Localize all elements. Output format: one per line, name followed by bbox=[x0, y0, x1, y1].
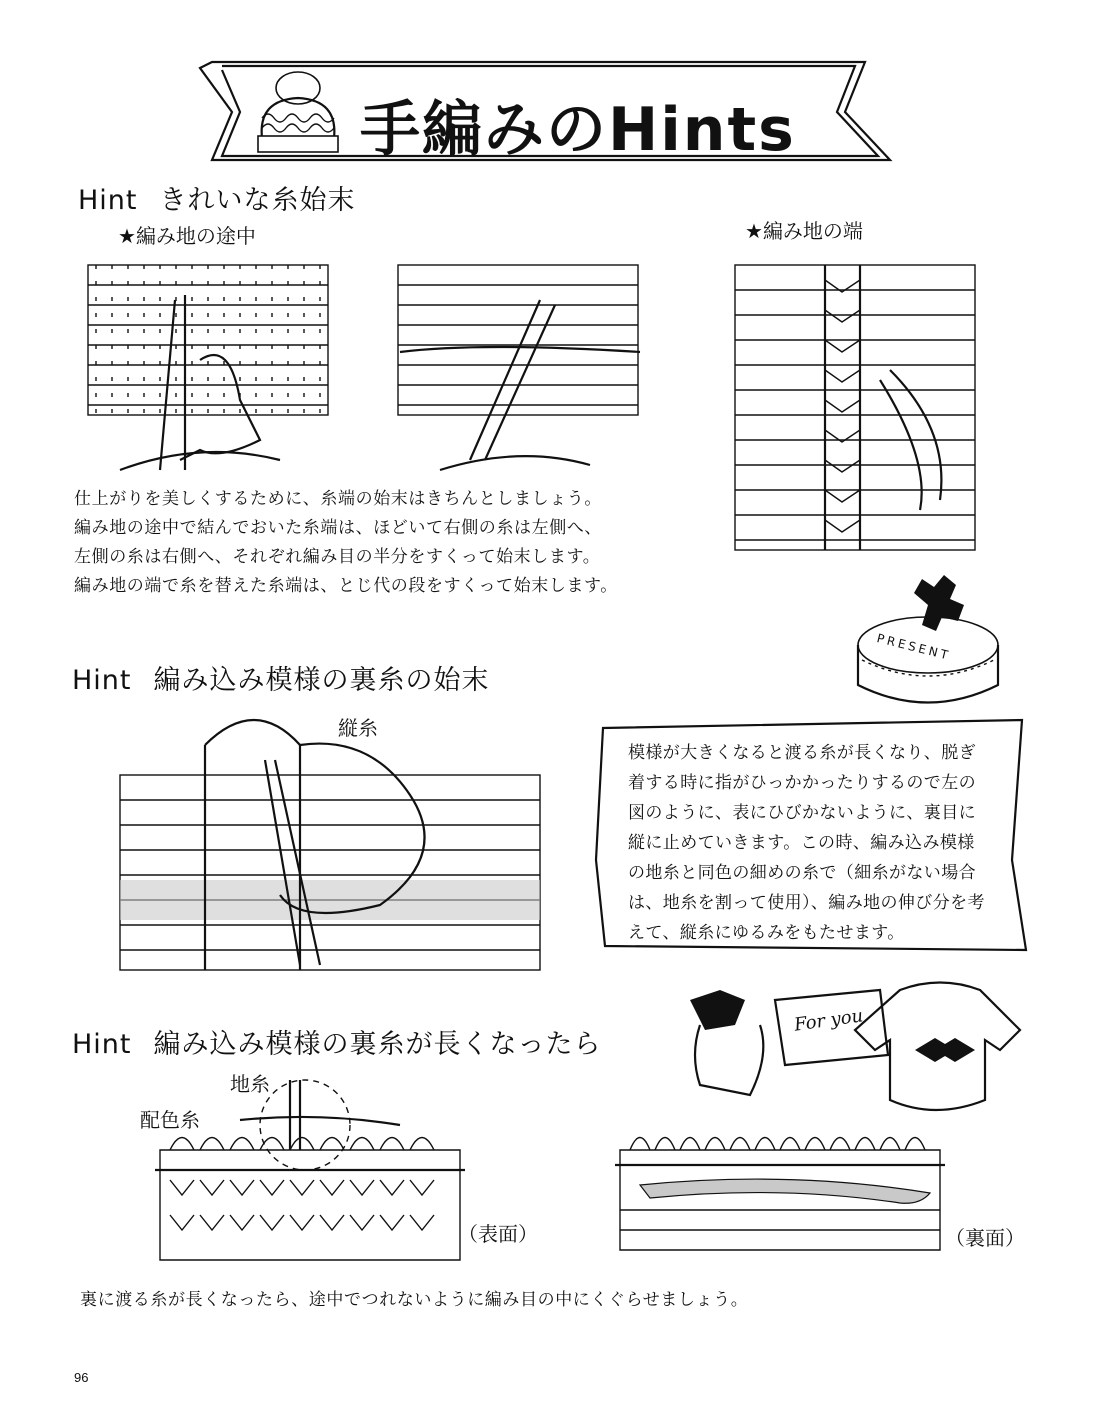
swatch-middle-2 bbox=[398, 265, 640, 470]
hint1-line: 仕上がりを美しくするために、糸端の始末はきちんとしましょう。 bbox=[74, 489, 602, 509]
page-title: 手編みのHints bbox=[360, 95, 796, 165]
front-knit-diagram bbox=[155, 1080, 465, 1260]
page-number: 96 bbox=[74, 1370, 89, 1385]
hint3-heading bbox=[72, 1022, 602, 1061]
decor-sweater bbox=[855, 983, 1020, 1111]
hint1-sub-right-label: 編み地の端 bbox=[762, 219, 863, 243]
hint1-line: 編み地の途中で結んでおいた糸端は、ほどいて右側の糸は左側へ、 bbox=[74, 518, 602, 538]
hint1-sub-left-label: 編み地の途中 bbox=[135, 224, 256, 248]
hint1-heading bbox=[78, 178, 356, 217]
hint3-label: Hint bbox=[72, 1029, 132, 1060]
box-line: 縦に止めていきます。この時、編み込み模様 bbox=[628, 833, 975, 853]
back-knit-diagram bbox=[615, 1138, 945, 1251]
color-yarn-label: 配色糸 bbox=[140, 1108, 200, 1132]
hint1-body bbox=[74, 485, 714, 601]
hint1-sub-left bbox=[118, 220, 256, 249]
decor-cat bbox=[690, 990, 763, 1095]
box-line: えて、縦糸にゆるみをもたせます。 bbox=[628, 923, 905, 943]
hint3-title: 編み込み模様の裏糸が長くなったら bbox=[153, 1029, 602, 1060]
front-label: （表面） bbox=[458, 1222, 538, 1246]
present-label: PRESENT bbox=[875, 631, 953, 663]
box-line: の地糸と同色の細めの糸で（細糸がない場合 bbox=[628, 863, 976, 883]
hint1-title: きれいな糸始末 bbox=[159, 185, 356, 216]
ground-yarn-label: 地糸 bbox=[230, 1072, 270, 1096]
hint3-body: 裏に渡る糸が長くなったら、途中でつれないように編み目の中にくぐらせましょう。 bbox=[80, 1290, 749, 1310]
hint2-box-text bbox=[628, 738, 1008, 948]
star-icon: ★ bbox=[118, 224, 136, 248]
hint1-label: Hint bbox=[78, 185, 138, 216]
hint1-sub-right bbox=[745, 215, 863, 244]
box-line: 図のように、表にひびかないように、裏目に bbox=[628, 803, 976, 823]
back-label: （裏面） bbox=[945, 1226, 1025, 1250]
hint1-line: 編み地の端で糸を替えた糸端は、とじ代の段をすくって始末します。 bbox=[74, 576, 618, 596]
hint2-title: 編み込み模様の裏糸の始末 bbox=[153, 665, 490, 696]
knit-hat-icon bbox=[258, 72, 338, 152]
box-line: は、地糸を割って使用）、編み地の伸び分を考 bbox=[628, 893, 985, 913]
float-yarn-swatch bbox=[120, 720, 540, 970]
box-line: 着する時に指がひっかかったりするので左の bbox=[628, 773, 976, 793]
box-line: 模様が大きくなると渡る糸が長くなり、脱ぎ bbox=[628, 743, 976, 763]
star-icon: ★ bbox=[745, 219, 763, 243]
hint1-line: 左側の糸は右側へ、それぞれ編み目の半分をすくって始末します。 bbox=[74, 547, 601, 567]
hint2-label: Hint bbox=[72, 665, 132, 696]
hint2-heading bbox=[72, 658, 490, 697]
card-text: For you bbox=[792, 1005, 865, 1036]
swatch-edge bbox=[735, 265, 975, 550]
swatch-middle-1 bbox=[88, 265, 328, 470]
vertical-yarn-label: 縦糸 bbox=[338, 716, 378, 740]
